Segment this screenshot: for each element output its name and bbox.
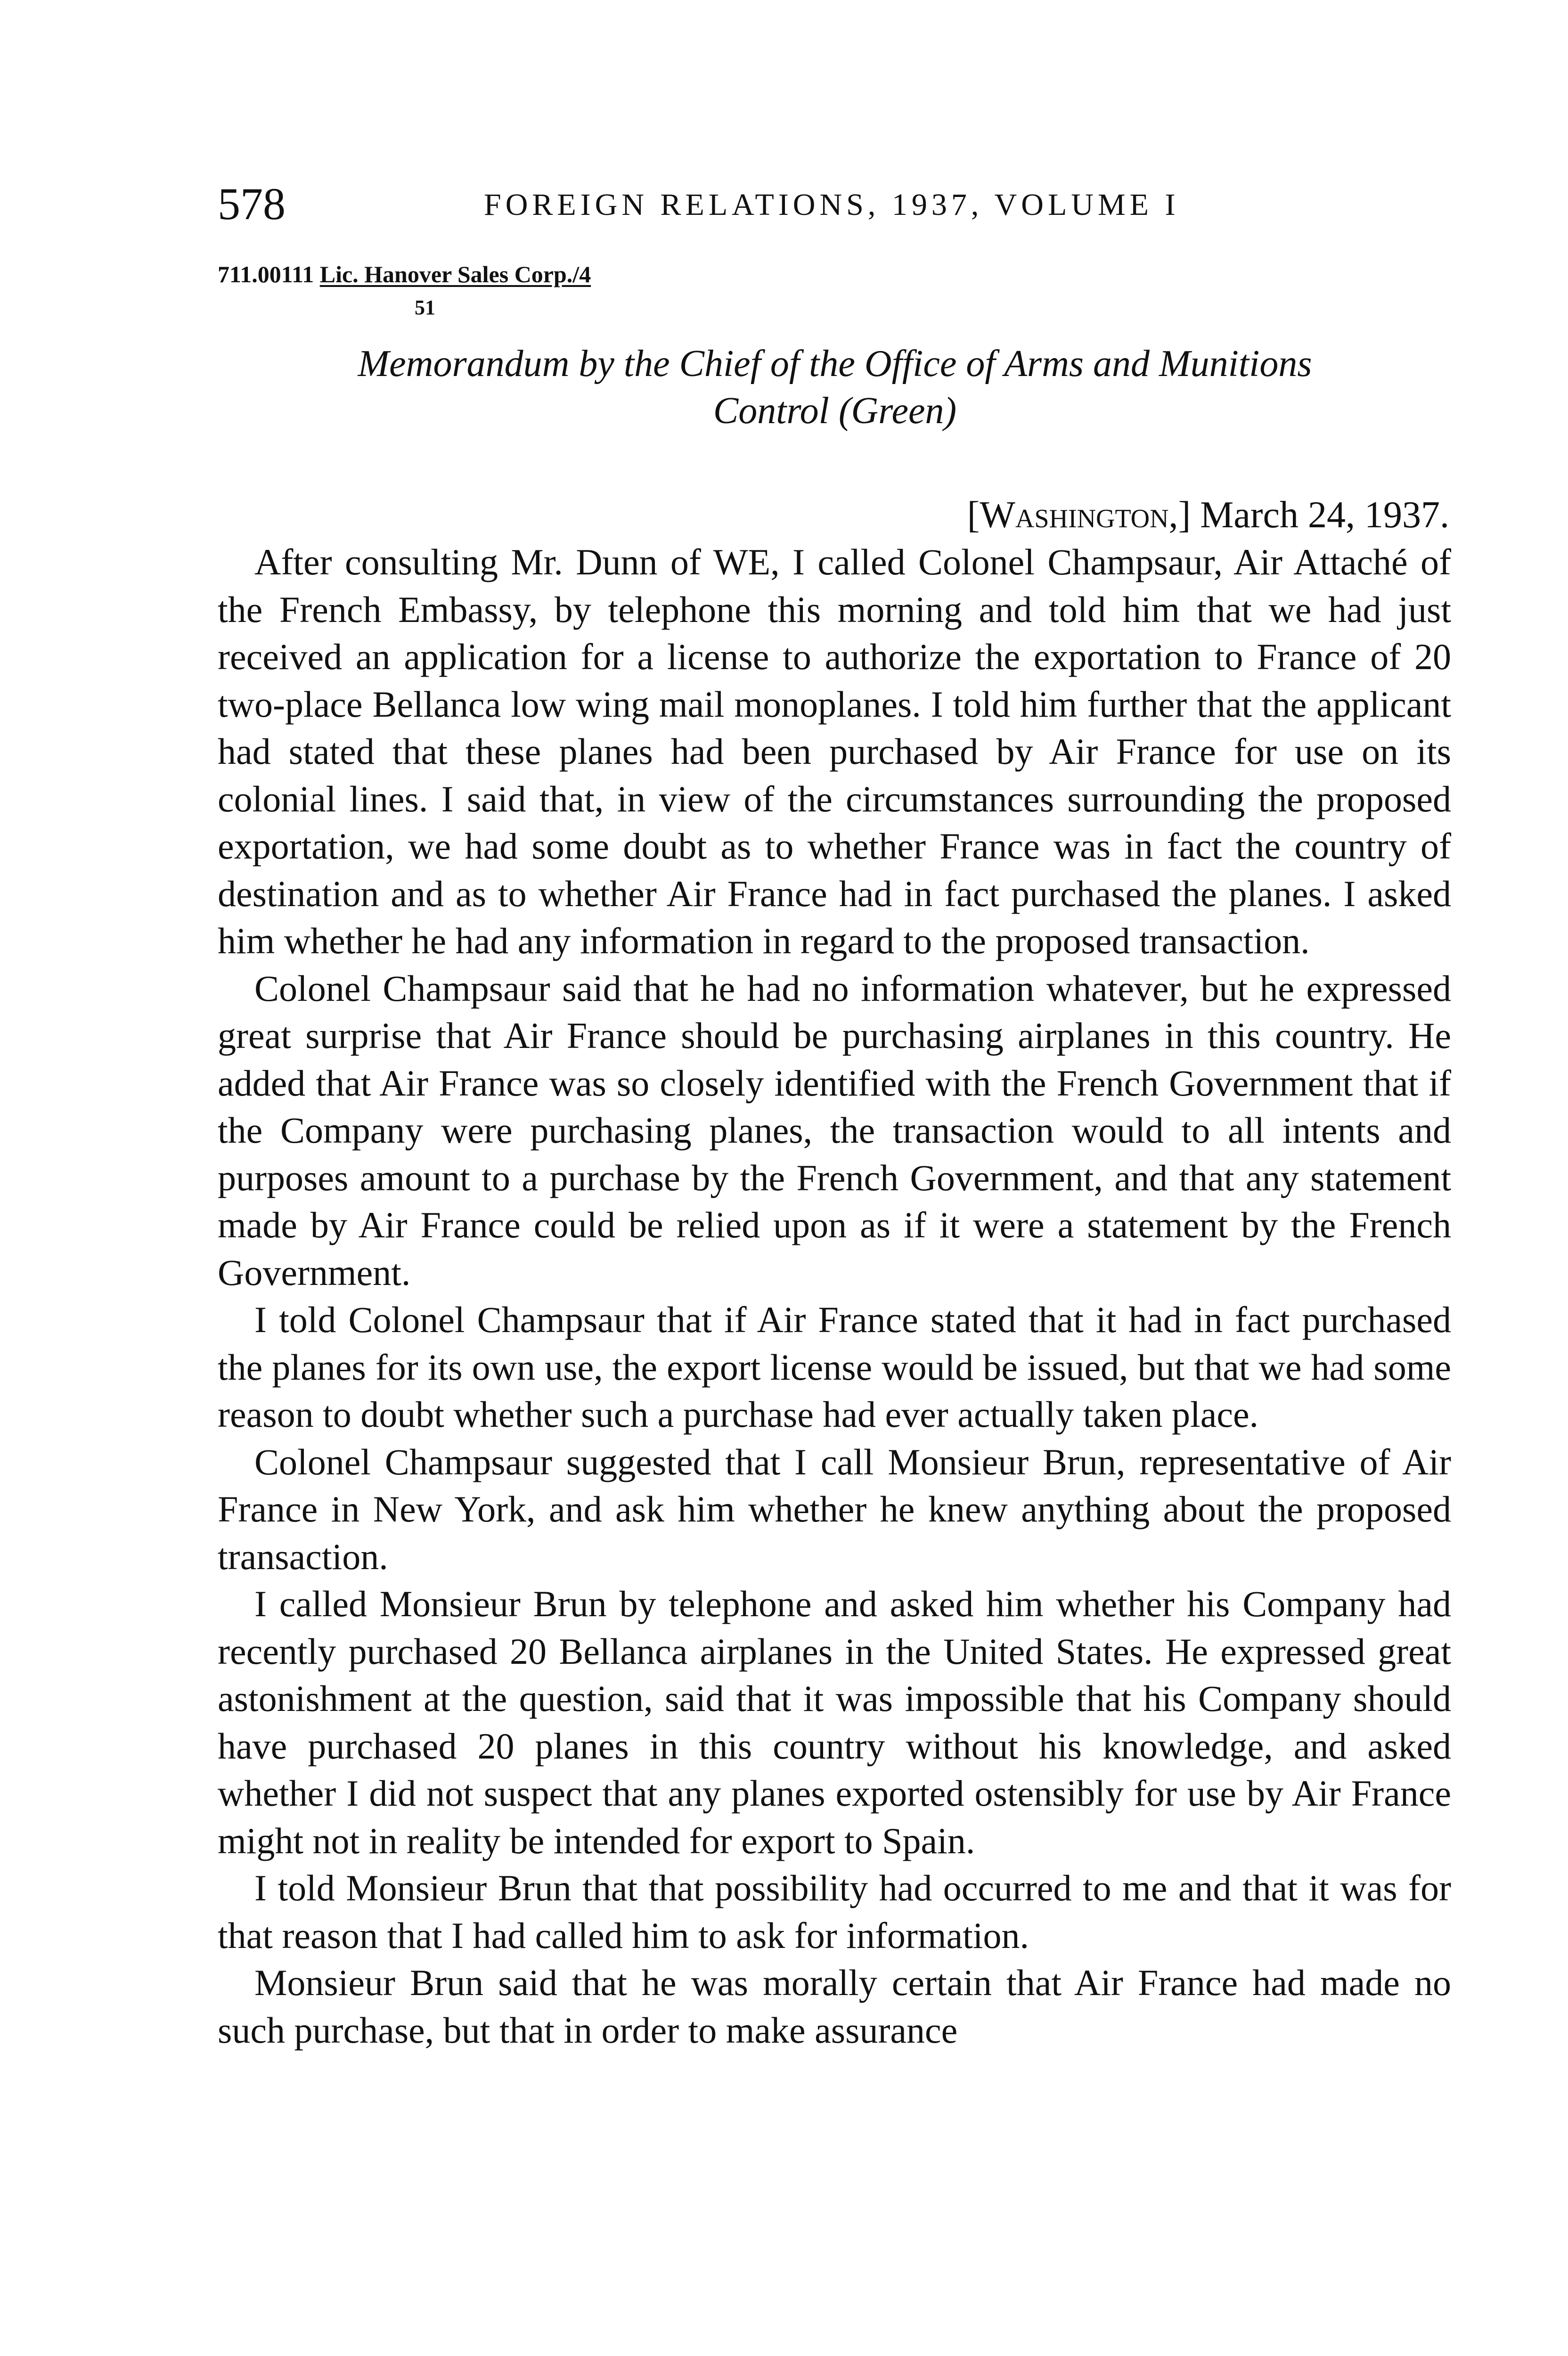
file-reference-underlined: Lic. Hanover Sales Corp./4 (319, 261, 591, 287)
page-number: 578 (218, 179, 286, 229)
memorandum-body (218, 539, 1451, 2054)
paragraph: Monsieur Brun said that he was morally certain that Air France had made no such purchase, but that in order to make assurance (218, 1962, 1451, 2051)
footnote-number: 51 (415, 296, 435, 319)
paragraph: Colonel Champsaur said that he had no information whatever, but he expressed great surprise that Air France should be purchasing airplanes in this country. He added that Air France was so closely identified with the French Government that if the Company were purchasing planes, the transaction would to all intents and purposes amount to a purchase by the French Government, and that any statement made by Air France could be relied upon as if it were a statement by the French Government. (218, 967, 1451, 1293)
paragraph: After consulting Mr. Dunn of WE, I called Colonel Champsaur, Air Attaché of the French Embassy, by telephone this morning and told him that we had just received an application for a license to authorize the exportation to France of 20 two-place Bellanca low wing mail monoplanes. I told him further that the applicant had stated that these planes had been purchased by Air France for use on its colonial lines. I said that, in view of the circumstances surrounding the proposed exportation, we had some doubt as to whether France was in fact the country of destination and as to whether Air France had in fact purchased the planes. I asked him whether he had any information in regard to the proposed transaction. (218, 541, 1451, 961)
dateline-close-bracket: ] (1178, 494, 1191, 536)
running-title: FOREIGN RELATIONS, 1937, VOLUME I (484, 188, 1180, 222)
document-title-line-1: Memorandum by the Chief of the Office of Arms and Munitions (358, 343, 1312, 384)
file-reference (218, 260, 591, 288)
dateline-place: Washington, (980, 494, 1178, 536)
paragraph: Colonel Champsaur suggested that I call Monsieur Brun, representative of Air France in New York, and ask him whether he knew anything about the proposed transaction. (218, 1441, 1451, 1577)
document-title (218, 340, 1452, 434)
paragraph: I called Monsieur Brun by telephone and asked him whether his Company had recently purchased 20 Bellanca airplanes in the United States. He expressed great astonishment at the question, said that it was impossible that his Company should have purchased 20 planes in this country without his knowledge, and asked whether I did not suspect that any planes exported ostensibly for use by Air France might not in reality be intended for export to Spain. (218, 1583, 1451, 1861)
paragraph: I told Monsieur Brun that that possibility had occurred to me and that it was for that reason that I had called him to ask for information. (218, 1867, 1451, 1956)
file-reference-prefix: 711.00111 (218, 261, 320, 287)
dateline-date: March 24, 1937. (1191, 494, 1449, 536)
dateline-open-bracket: [ (967, 494, 980, 536)
running-header (218, 178, 1443, 230)
document-title-line-2: Control (Green) (713, 390, 957, 432)
paragraph: I told Colonel Champsaur that if Air France stated that it had in fact purchased the planes for its own use, the export license would be issued, but that we had some reason to doubt whether such a purchase had ever actually taken place. (218, 1299, 1451, 1435)
dateline (218, 491, 1449, 539)
